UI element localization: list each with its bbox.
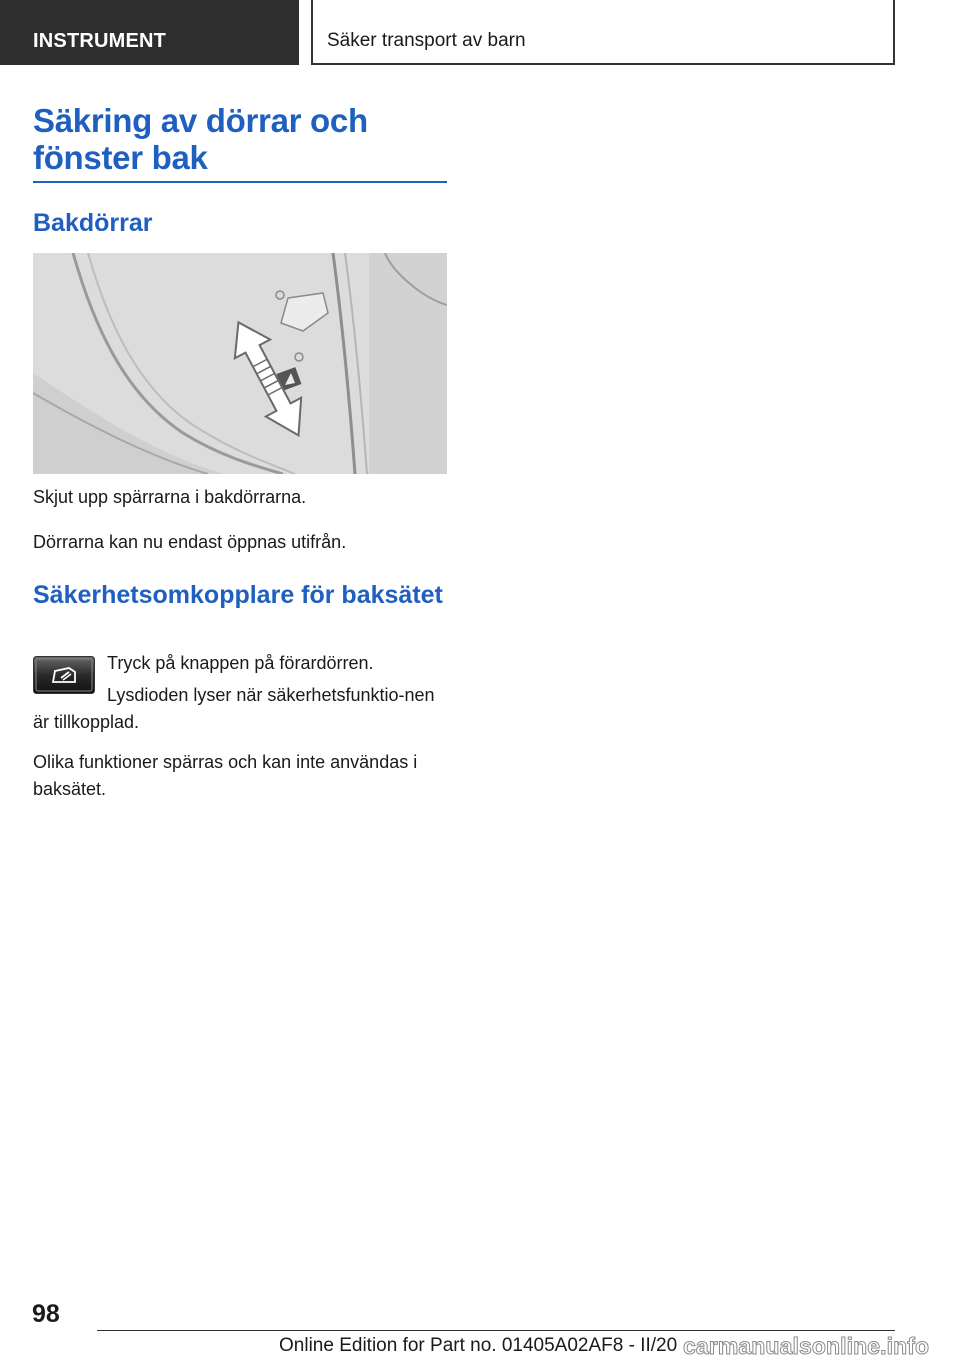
page-number: 98 [32,1300,60,1328]
paragraph-led-lights: Lysdioden lyser när säkerhetsfunktio-nen är tillkopplad. [33,685,435,732]
footer-edition-text: Online Edition for Part no. 01405A02AF8 - II/20 [279,1335,678,1356]
header-topic: Säker transport av barn [311,0,895,65]
paragraph-doors-open-outside: Dörrarna kan nu endast öppnas utifrån. [33,532,347,552]
section-heading-rear-doors: Bakdörrar [33,209,153,237]
header-section-tab: INSTRUMENT [0,0,299,65]
title-underline [33,181,447,183]
paragraph-functions-locked: Olika funktioner spärras och kan inte användas i baksätet. [33,752,418,799]
page-title: Säkring av dörrar och fönster bak [33,102,368,176]
paragraph-push-up-locks: Skjut upp spärrarna i bakdörrarna. [33,487,307,507]
paragraph-press-driver-door-button: Tryck på knappen på förardörren. [107,653,374,673]
watermark-logo: carmanualsonline.info [683,1333,930,1359]
rear-door-child-lock-illustration [33,253,447,474]
section-heading-rear-safety-switch: Säkerhetsomkopplare för baksätet [33,581,443,609]
